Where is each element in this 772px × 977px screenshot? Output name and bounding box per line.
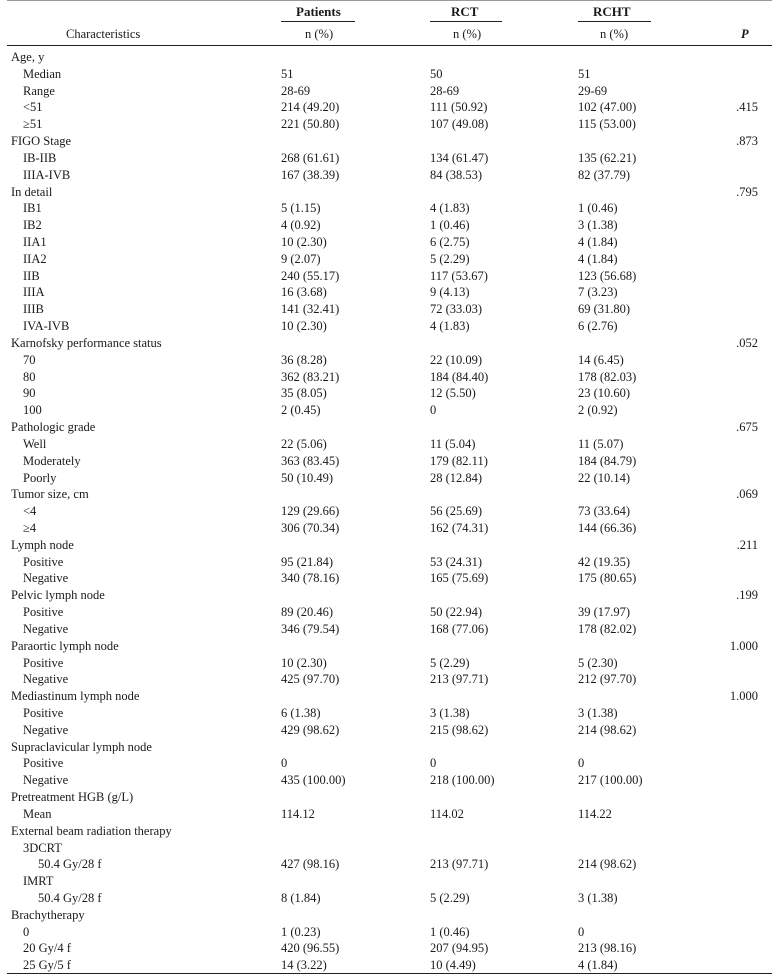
cell-rcht: 42 (19.35) [578, 554, 631, 569]
header-n-rcht: n (%) [600, 27, 629, 41]
cell-patients: 362 (83.21) [281, 369, 340, 384]
row-label: IB-IIB [23, 150, 57, 165]
row-label: Mean [23, 806, 52, 821]
cell-rct: 114.02 [430, 806, 464, 821]
cell-rct: 4 (1.83) [430, 201, 470, 216]
cell-rct: 11 (5.04) [430, 436, 476, 451]
cell-patients: 89 (20.46) [281, 605, 334, 620]
header-p: P [741, 27, 749, 41]
cell-rct: 6 (2.75) [430, 235, 470, 250]
cell-rcht: 14 (6.45) [578, 352, 624, 367]
table-row [0, 755, 772, 772]
row-label: IMRT [23, 874, 54, 889]
cell-patients: 10 (2.30) [281, 655, 327, 670]
table-row [0, 83, 772, 100]
cell-patients: 435 (100.00) [281, 773, 346, 788]
cell-patients: 8 (1.84) [281, 891, 321, 905]
cell-patients: 0 [281, 756, 288, 771]
cell-rcht: 135 (62.21) [578, 150, 637, 165]
table-row [0, 823, 772, 840]
row-label: ≥51 [23, 117, 43, 132]
table-row [0, 486, 772, 503]
header-rule-patients [281, 21, 355, 22]
header-characteristics: Characteristics [66, 27, 141, 41]
row-label: Positive [23, 655, 64, 670]
table-row [0, 739, 772, 756]
row-label: Positive [23, 756, 64, 771]
table-row [0, 554, 772, 571]
cell-rct: 9 (4.13) [430, 285, 470, 300]
table-row [0, 385, 772, 402]
header-rcht: RCHT [593, 4, 631, 19]
table-row [0, 873, 772, 890]
cell-patients: 36 (8.28) [281, 352, 327, 367]
row-label: IIIA-IVB [23, 167, 71, 182]
cell-p-value: .211 [736, 537, 758, 552]
cell-p-value: .199 [736, 588, 758, 603]
table-row [0, 722, 772, 739]
row-label: Age, y [11, 50, 45, 64]
cell-patients: 14 (3.22) [281, 958, 327, 973]
cell-rct: 207 (94.95) [430, 941, 489, 956]
cell-rcht: 5 (2.30) [578, 655, 618, 670]
table-row [0, 369, 772, 386]
table-row [0, 856, 772, 873]
cell-rcht: 175 (80.65) [578, 571, 637, 586]
table-row [0, 806, 772, 823]
cell-patients: 28-69 [281, 83, 311, 98]
row-label: Negative [23, 773, 69, 788]
row-label: IIA1 [23, 235, 47, 250]
table-row [0, 217, 772, 234]
cell-rcht: 0 [578, 924, 585, 939]
cell-rcht: 214 (98.62) [578, 722, 637, 737]
table-row [0, 503, 772, 520]
cell-rct: 84 (38.53) [430, 167, 483, 182]
row-label: IB2 [23, 218, 42, 233]
row-label: IB1 [23, 201, 42, 216]
cell-patients: 16 (3.68) [281, 285, 327, 300]
table-row [0, 957, 772, 974]
table-row [0, 318, 772, 335]
row-label: External beam radiation therapy [11, 823, 172, 838]
cell-rct: 5 (2.29) [430, 251, 470, 266]
row-label: <51 [23, 100, 43, 115]
cell-rct: 168 (77.06) [430, 621, 489, 636]
cell-patients: 5 (1.15) [281, 201, 321, 216]
header-n-patients: n (%) [305, 27, 334, 41]
cell-patients: 2 (0.45) [281, 403, 321, 418]
row-label: IIA2 [23, 251, 47, 266]
header-bottom-rule [7, 45, 772, 46]
table-row [0, 66, 772, 83]
cell-rct: 117 (53.67) [430, 268, 488, 283]
table-row [0, 402, 772, 419]
cell-rcht: 123 (56.68) [578, 268, 637, 283]
cell-p-value: 1.000 [729, 638, 758, 653]
cell-patients: 420 (96.55) [281, 941, 340, 956]
row-label: Negative [23, 621, 69, 636]
row-label: Paraortic lymph node [11, 638, 119, 653]
cell-rcht: 213 (98.16) [578, 941, 637, 956]
header-patients: Patients [296, 4, 341, 19]
cell-rct: 10 (4.49) [430, 958, 476, 973]
cell-rcht: 4 (1.84) [578, 958, 618, 973]
row-label: Negative [23, 571, 69, 586]
row-label: IIIA [23, 285, 45, 300]
cell-rcht: 115 (53.00) [578, 117, 636, 132]
table-row [0, 251, 772, 268]
row-label: Poorly [23, 470, 57, 485]
cell-rct: 72 (33.03) [430, 302, 483, 317]
table-row [0, 335, 772, 352]
row-label: Median [23, 66, 62, 81]
table-row [0, 671, 772, 688]
cell-patients: 4 (0.92) [281, 218, 321, 233]
table-row [0, 621, 772, 638]
cell-patients: 22 (5.06) [281, 436, 327, 451]
table-row [0, 49, 772, 66]
row-label: 80 [23, 369, 36, 384]
table-row [0, 301, 772, 318]
cell-p-value: .675 [736, 420, 758, 435]
cell-rct: 28 (12.84) [430, 470, 483, 485]
table-row [0, 167, 772, 184]
cell-patients: 340 (78.16) [281, 571, 340, 586]
cell-rcht: 3 (1.38) [578, 891, 618, 905]
cell-patients: 214 (49.20) [281, 100, 340, 115]
cell-rct: 0 [430, 403, 437, 418]
cell-rcht: 217 (100.00) [578, 773, 643, 788]
cell-rcht: 29-69 [578, 83, 608, 98]
cell-rct: 50 [430, 66, 443, 81]
header-rule-rct [430, 21, 502, 22]
table-row [0, 453, 772, 470]
row-label: Well [23, 436, 47, 451]
table-row [0, 705, 772, 722]
table-row [0, 436, 772, 453]
cell-rct: 5 (2.29) [430, 655, 470, 670]
table-row [0, 604, 772, 621]
row-label: ≥4 [23, 520, 37, 535]
cell-rcht: 73 (33.64) [578, 504, 631, 519]
cell-rct: 213 (97.71) [430, 672, 489, 687]
table-row [0, 99, 772, 116]
cell-rcht: 39 (17.97) [578, 605, 631, 620]
row-label: 70 [23, 352, 36, 367]
cell-patients: 129 (29.66) [281, 504, 340, 519]
cell-rcht: 7 (3.23) [578, 285, 618, 300]
row-label: 3DCRT [23, 840, 62, 855]
cell-rct: 215 (98.62) [430, 722, 489, 737]
cell-patients: 240 (55.17) [281, 268, 340, 283]
cell-rcht: 22 (10.14) [578, 470, 631, 485]
table-row [0, 772, 772, 789]
row-label: 50.4 Gy/28 f [38, 891, 102, 905]
row-label: Supraclavicular lymph node [11, 739, 152, 754]
cell-rcht: 212 (97.70) [578, 672, 637, 687]
cell-rct: 165 (75.69) [430, 571, 489, 586]
cell-rct: 56 (25.69) [430, 504, 483, 519]
row-label: 50.4 Gy/28 f [38, 857, 102, 872]
table-row [0, 116, 772, 133]
cell-rcht: 2 (0.92) [578, 403, 618, 418]
cell-rct: 213 (97.71) [430, 857, 489, 872]
table-row [0, 184, 772, 201]
cell-rcht: 23 (10.60) [578, 386, 631, 401]
cell-patients: 51 [281, 66, 294, 81]
table-row [0, 789, 772, 806]
cell-rcht: 144 (66.36) [578, 520, 637, 535]
header-n-rct: n (%) [453, 27, 482, 41]
cell-p-value: .052 [736, 335, 758, 350]
row-label: 100 [23, 403, 42, 418]
table-row [0, 234, 772, 251]
cell-patients: 114.12 [281, 806, 315, 821]
cell-p-value: 1.000 [729, 689, 758, 704]
row-label: Karnofsky performance status [11, 335, 162, 350]
row-label: Lymph node [11, 537, 74, 552]
cell-rct: 12 (5.50) [430, 386, 476, 401]
table-top-rule [7, 0, 772, 1]
cell-patients: 95 (21.84) [281, 554, 334, 569]
cell-rcht: 51 [578, 66, 591, 81]
cell-patients: 425 (97.70) [281, 672, 340, 687]
cell-rcht: 114.22 [578, 806, 612, 821]
row-label: <4 [23, 504, 37, 519]
table-row [0, 587, 772, 604]
cell-patients: 10 (2.30) [281, 319, 327, 334]
row-label: Pretreatment HGB (g/L) [11, 790, 134, 805]
row-label: Pathologic grade [11, 420, 96, 435]
cell-rct: 179 (82.11) [430, 453, 488, 468]
row-label: Range [23, 83, 55, 98]
table-row [0, 470, 772, 487]
row-label: FIGO Stage [11, 134, 72, 149]
cell-rcht: 82 (37.79) [578, 167, 631, 182]
table-row [0, 419, 772, 436]
cell-patients: 6 (1.38) [281, 705, 321, 720]
row-label: IVA-IVB [23, 319, 70, 334]
cell-patients: 429 (98.62) [281, 722, 340, 737]
table-row [0, 907, 772, 924]
cell-patients: 9 (2.07) [281, 251, 321, 266]
cell-rcht: 3 (1.38) [578, 705, 618, 720]
cell-rcht: 102 (47.00) [578, 100, 637, 115]
row-label: Positive [23, 705, 64, 720]
cell-rct: 134 (61.47) [430, 150, 489, 165]
header-rct: RCT [451, 4, 479, 19]
row-label: 90 [23, 386, 36, 401]
cell-rct: 50 (22.94) [430, 605, 483, 620]
table-row [0, 537, 772, 554]
row-label: Negative [23, 722, 69, 737]
table-row [0, 520, 772, 537]
cell-rcht: 214 (98.62) [578, 857, 637, 872]
cell-patients: 221 (50.80) [281, 117, 340, 132]
row-label: IIIB [23, 302, 44, 317]
row-label: Tumor size, cm [11, 487, 89, 502]
table-row [0, 840, 772, 857]
cell-rct: 0 [430, 756, 437, 771]
cell-rcht: 6 (2.76) [578, 319, 618, 334]
table-row [0, 940, 772, 957]
table-bottom-rule [7, 973, 772, 974]
cell-rcht: 184 (84.79) [578, 453, 637, 468]
cell-rct: 1 (0.46) [430, 924, 470, 939]
cell-patients: 50 (10.49) [281, 470, 334, 485]
cell-rcht: 0 [578, 756, 585, 771]
cell-p-value: .873 [736, 134, 758, 149]
table-row [0, 200, 772, 217]
cell-rct: 107 (49.08) [430, 117, 489, 132]
cell-rct: 3 (1.38) [430, 705, 470, 720]
cell-patients: 363 (83.45) [281, 453, 340, 468]
row-label: Positive [23, 554, 64, 569]
row-label: 25 Gy/5 f [23, 958, 71, 973]
table-row [0, 133, 772, 150]
cell-rcht: 11 (5.07) [578, 436, 624, 451]
cell-patients: 427 (98.16) [281, 857, 340, 872]
cell-rct: 22 (10.09) [430, 352, 483, 367]
cell-rcht: 178 (82.02) [578, 621, 637, 636]
cell-rcht: 1 (0.46) [578, 201, 618, 216]
cell-rct: 53 (24.31) [430, 554, 483, 569]
cell-p-value: .795 [736, 184, 758, 199]
table-row [0, 638, 772, 655]
cell-rct: 5 (2.29) [430, 891, 470, 905]
header-rule-rcht [578, 21, 651, 22]
cell-rct: 162 (74.31) [430, 520, 489, 535]
cell-patients: 35 (8.05) [281, 386, 327, 401]
row-label: IIB [23, 268, 40, 283]
row-label: 20 Gy/4 f [23, 941, 71, 956]
cell-rcht: 4 (1.84) [578, 235, 618, 250]
row-label: In detail [11, 184, 53, 199]
cell-patients: 268 (61.61) [281, 150, 340, 165]
cell-p-value: .415 [736, 100, 758, 115]
cell-patients: 141 (32.41) [281, 302, 340, 317]
cell-patients: 346 (79.54) [281, 621, 340, 636]
row-label: Positive [23, 605, 64, 620]
cell-rcht: 178 (82.03) [578, 369, 637, 384]
table-row [0, 924, 772, 941]
cell-rct: 184 (84.40) [430, 369, 489, 384]
table-row [0, 570, 772, 587]
cell-p-value: .069 [736, 487, 758, 502]
table-row [0, 268, 772, 285]
table-row [0, 688, 772, 705]
cell-patients: 167 (38.39) [281, 167, 340, 182]
row-label: Mediastinum lymph node [11, 689, 140, 704]
row-label: Negative [23, 672, 69, 687]
cell-patients: 10 (2.30) [281, 235, 327, 250]
row-label: Brachytherapy [11, 907, 85, 922]
row-label: Moderately [23, 453, 81, 468]
cell-rct: 4 (1.83) [430, 319, 470, 334]
table-row [0, 284, 772, 301]
cell-rct: 111 (50.92) [430, 100, 488, 115]
cell-rcht: 3 (1.38) [578, 218, 618, 233]
cell-patients: 1 (0.23) [281, 924, 321, 939]
cell-patients: 306 (70.34) [281, 520, 340, 535]
cell-rct: 218 (100.00) [430, 773, 495, 788]
cell-rct: 28-69 [430, 83, 460, 98]
table-row [0, 352, 772, 369]
table-row [0, 655, 772, 672]
table-row [0, 150, 772, 167]
cell-rct: 1 (0.46) [430, 218, 470, 233]
row-label: 0 [23, 924, 30, 939]
cell-rcht: 69 (31.80) [578, 302, 631, 317]
table-row [0, 890, 772, 907]
cell-rcht: 4 (1.84) [578, 251, 618, 266]
row-label: Pelvic lymph node [11, 588, 105, 603]
